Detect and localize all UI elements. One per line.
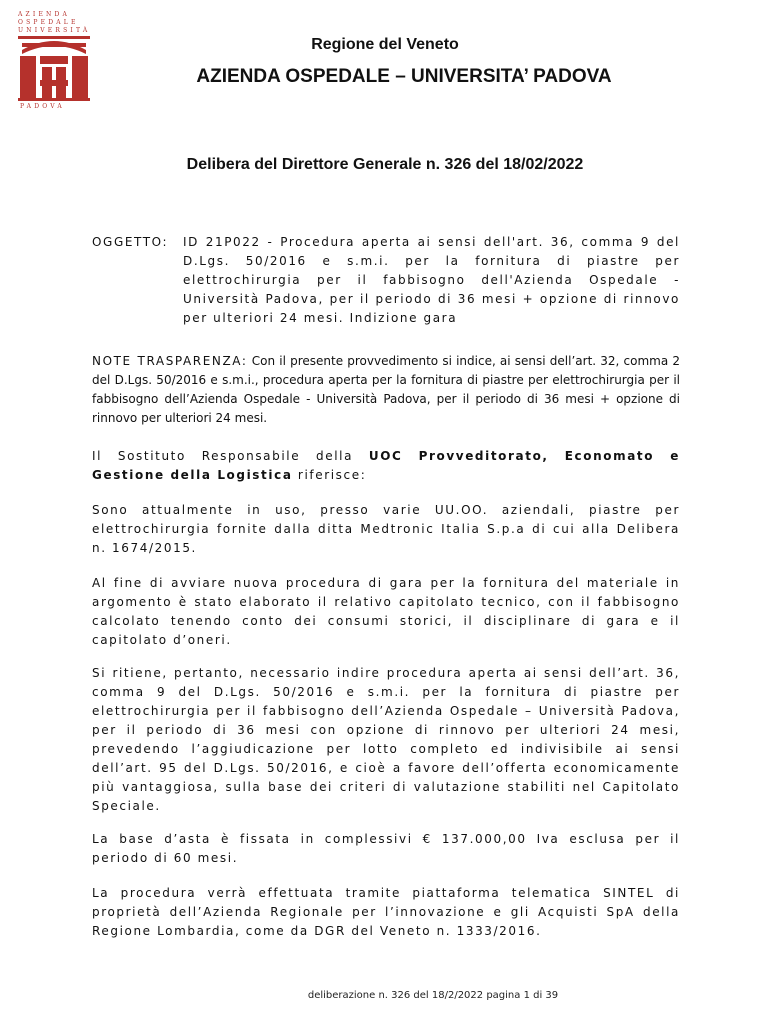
subject-text: ID 21P022 - Procedura aperta ai sensi dell'art. 36, comma 9 del D.Lgs. 50/2016 e s.m.i. per la fornitura di piastre per elettrochirurgia per il fabbisogno dell'Azienda Ospedale - Università Padova, per il periodo di 36 mesi + opzione di rinnovo per ulteriori 24 mesi. Indizione gara — [183, 235, 680, 325]
intro-prefix: Il Sostituto Responsabile della — [92, 449, 369, 463]
paragraph-new-procedure: Al fine di avviare nuova procedura di gara per la fornitura del materiale in argomento è stato elaborato il relativo capitolato tecnico, con il fabbisogno calcolato tenendo conto dei consumi storici, il disciplinare di gara e il capitolato d’oneri. — [92, 576, 680, 647]
paragraph-platform: La procedura verrà effettuata tramite piattaforma telematica SINTEL di proprietà dell’Azienda Regionale per l’innovazione e gli Acquisti SpA della Regione Lombardia, come da DGR del Veneto n. 1333/2016. — [92, 886, 680, 938]
department-name: UOC Provveditorato, Economato e Gestione della Logistica — [92, 449, 680, 482]
transparency-note-label: NOTE TRASPARENZA: — [92, 354, 248, 368]
svg-text:OSPEDALE: OSPEDALE — [18, 19, 79, 26]
paragraph-base-price: La base d’asta è fissata in complessivi € 137.000,00 Iva esclusa per il periodo di 60 mesi. — [92, 832, 680, 865]
intro-paragraph — [92, 447, 680, 485]
hospital-logo — [16, 10, 92, 110]
intro-suffix: riferisce: — [292, 468, 367, 482]
paragraph-current-supply: Sono attualmente in uso, presso varie UU.OO. aziendali, piastre per elettrochirurgia fornite dalla ditta Medtronic Italia S.p.a di cui alla Delibera n. 1674/2015. — [92, 503, 680, 555]
svg-text:PADOVA: PADOVA — [20, 103, 65, 110]
transparency-note — [92, 352, 680, 428]
region-name: Regione del Veneto — [311, 36, 459, 53]
subject-label: OGGETTO: — [92, 235, 169, 249]
svg-text:UNIVERSITÀ: UNIVERSITÀ — [18, 27, 91, 34]
svg-text:AZIENDA: AZIENDA — [18, 11, 71, 18]
page-footer: deliberazione n. 326 del 18/2/2022 pagina 1 di 39 — [307, 990, 559, 1001]
transparency-note-text: Con il presente provvedimento si indice, ai sensi dell’art. 32, comma 2 del D.Lgs. 50/2016 e s.m.i., procedura aperta per la fornitura di piastre per elettrochirurgia per il fabbisogno dell’Azienda Ospedale - Università Padova, per il periodo di 36 mesi + opzione di rinnovo per ulteriori 24 mesi. — [92, 354, 680, 425]
hospital-name: AZIENDA OSPEDALE – UNIVERSITA’ PADOVA — [196, 66, 612, 87]
document-title: Delibera del Direttore Generale n. 326 del 18/02/2022 — [186, 156, 584, 173]
paragraph-open-procedure: Si ritiene, pertanto, necessario indire procedura aperta ai sensi dell’art. 36, comma 9 del D.Lgs. 50/2016 e s.m.i. per la fornitura di piastre per elettrochirurgia per il fabbisogno dell’Azienda Ospedale – Università Padova, per il periodo di 36 mesi con opzione di rinnovo per ulteriori 24 mesi, prevedendo l’aggiudicazione per lotto completo ed indivisibile ai sensi dell’art. 95 del D.Lgs. 50/2016, e cioè a favore dell’offerta economicamente più vantaggiosa, sulla base dei criteri di valutazione stabiliti nel Capitolato Speciale. — [92, 666, 680, 813]
